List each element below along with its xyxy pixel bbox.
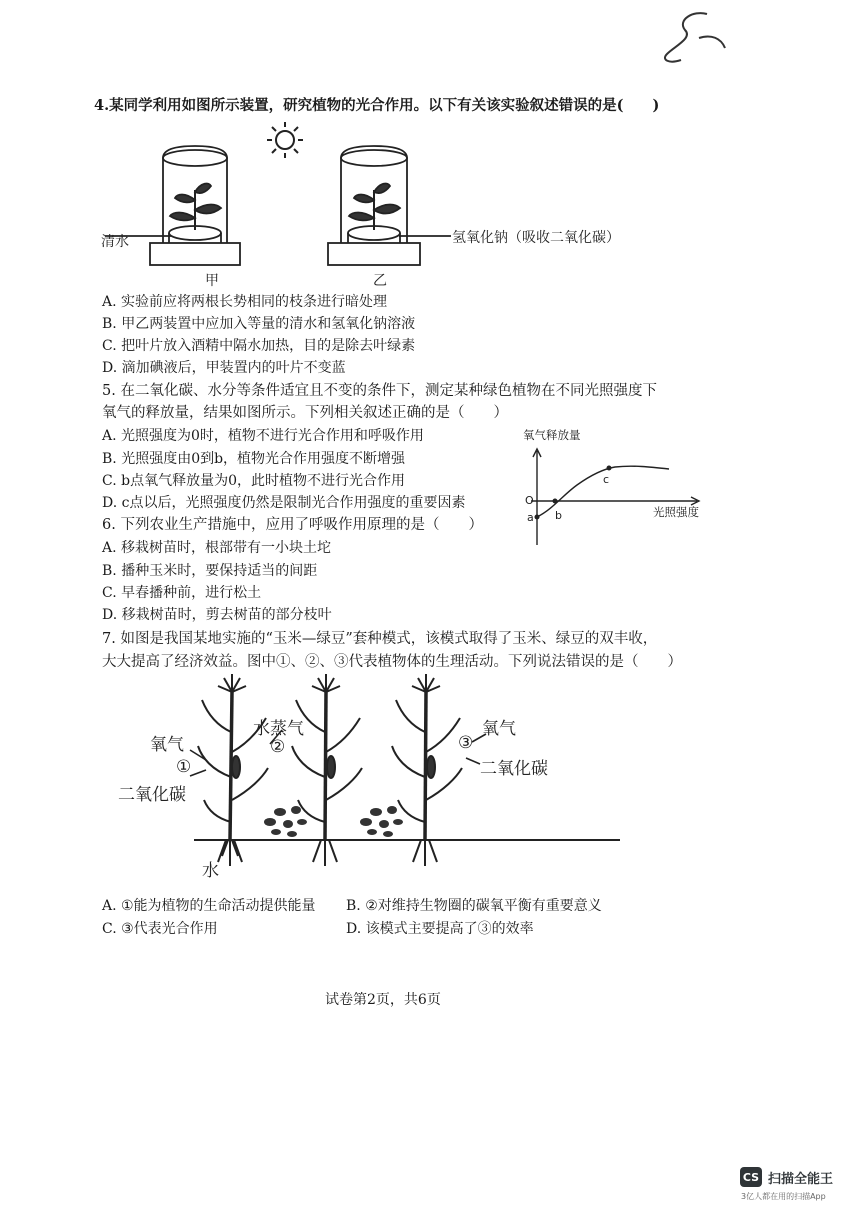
label-co2-left: 二氧化碳 bbox=[118, 785, 186, 805]
scanner-tagline: 3亿人都在用的扫描App bbox=[741, 1192, 826, 1201]
corn-plant-1 bbox=[198, 674, 268, 866]
question-4-stem: 4.某同学利用如图所示装置，研究植物的光合作用。以下有关该实验叙述错误的是( ) bbox=[94, 97, 660, 114]
label-num-1: ① bbox=[176, 757, 192, 777]
graph-point-b bbox=[553, 499, 558, 504]
corn-plant-3 bbox=[392, 674, 462, 866]
q5-option-b: B. 光照强度由0到b，植物光合作用强度不断增强 bbox=[102, 451, 406, 467]
jar-a-label-water: 清水 bbox=[101, 234, 129, 250]
q6-option-c: C. 早春播种前，进行松土 bbox=[102, 585, 262, 601]
q4-option-d: D. 滴加碘液后，甲装置内的叶片不变蓝 bbox=[102, 360, 346, 376]
q6-option-b: B. 播种玉米时，要保持适当的间距 bbox=[102, 563, 318, 579]
jar-b-name: 乙 bbox=[373, 273, 387, 289]
q6-option-a: A. 移栽树苗时，根部带有一小块土坨 bbox=[102, 540, 332, 556]
label-water: 水 bbox=[202, 861, 219, 881]
scanner-badge bbox=[740, 1167, 833, 1187]
label-oxygen-left: 氧气 bbox=[150, 735, 184, 755]
graph-label-a: a bbox=[527, 511, 534, 524]
mung-bean-2 bbox=[360, 806, 403, 837]
mung-bean-1 bbox=[264, 806, 307, 837]
jar-b-label-naoh: 氢氧化钠（吸收二氧化碳） bbox=[452, 230, 620, 246]
page-footer: 试卷第2页，共6页 bbox=[325, 992, 441, 1008]
q5-option-c: C. b点氧气释放量为0，此时植物不进行光合作用 bbox=[102, 473, 405, 489]
q4-figure bbox=[95, 118, 675, 290]
graph-point-c bbox=[607, 466, 612, 471]
arrow-3-in bbox=[466, 758, 480, 764]
handwritten-mark bbox=[655, 8, 735, 68]
question-6-stem: 6. 下列农业生产措施中，应用了呼吸作用原理的是（ ） bbox=[102, 517, 483, 533]
graph-label-c: c bbox=[603, 473, 610, 486]
label-num-2: ② bbox=[270, 737, 286, 757]
q7-figure bbox=[110, 672, 670, 887]
graph-origin: O bbox=[525, 494, 534, 507]
scanner-app-name: 扫描全能王 bbox=[768, 1171, 834, 1187]
graph-x-label: 光照强度 bbox=[653, 505, 699, 519]
graph-label-b: b bbox=[555, 509, 562, 522]
q4-option-b: B. 甲乙两装置中应加入等量的清水和氢氧化钠溶液 bbox=[102, 316, 416, 332]
scanner-logo-icon: CS bbox=[740, 1167, 762, 1187]
label-vapor: 水蒸气 bbox=[253, 719, 304, 739]
jar-a-name: 甲 bbox=[205, 273, 219, 289]
q7-option-b: B. ②对维持生物圈的碳氧平衡有重要意义 bbox=[346, 898, 602, 914]
q5-option-d: D. c点以后，光照强度仍然是限制光合作用强度的重要因素 bbox=[102, 495, 466, 511]
q7-option-d: D. 该模式主要提高了③的效率 bbox=[346, 921, 534, 937]
q4-option-a: A. 实验前应将两根长势相同的枝条进行暗处理 bbox=[102, 294, 388, 310]
label-oxygen-right: 氧气 bbox=[482, 719, 516, 739]
arrow-1-out bbox=[190, 750, 206, 760]
label-co2-right: 二氧化碳 bbox=[480, 759, 548, 779]
q5-option-a: A. 光照强度为0时，植物不进行光合作用和呼吸作用 bbox=[102, 428, 424, 444]
question-7-stem-line2: 大大提高了经济效益。图中①、②、③代表植物体的生理活动。下列说法错误的是（ ） bbox=[102, 654, 682, 670]
label-num-3: ③ bbox=[458, 733, 474, 753]
q4-option-c: C. 把叶片放入酒精中隔水加热，目的是除去叶绿素 bbox=[102, 338, 416, 354]
corn-plant-2 bbox=[292, 674, 362, 866]
q7-option-c: C. ③代表光合作用 bbox=[102, 921, 218, 937]
sun-icon bbox=[267, 122, 303, 158]
arrow-1-in bbox=[190, 770, 206, 776]
question-5-stem-line2: 氧气的释放量，结果如图所示。下列相关叙述正确的是（ ） bbox=[102, 405, 508, 421]
graph-y-label: 氧气释放量 bbox=[523, 428, 581, 442]
jar-b bbox=[328, 146, 451, 265]
question-5-stem-line1: 5. 在二氧化碳、水分等条件适宜且不变的条件下，测定某种绿色植物在不同光照强度下 bbox=[102, 383, 657, 399]
graph-point-a bbox=[535, 515, 540, 520]
q6-option-d: D. 移栽树苗时，剪去树苗的部分枝叶 bbox=[102, 607, 332, 623]
q5-graph bbox=[505, 425, 715, 550]
question-7-stem-line1: 7. 如图是我国某地实施的“玉米—绿豆”套种模式，该模式取得了玉米、绿豆的双丰收， bbox=[102, 631, 658, 647]
q7-option-a: A. ①能为植物的生命活动提供能量 bbox=[102, 898, 316, 914]
